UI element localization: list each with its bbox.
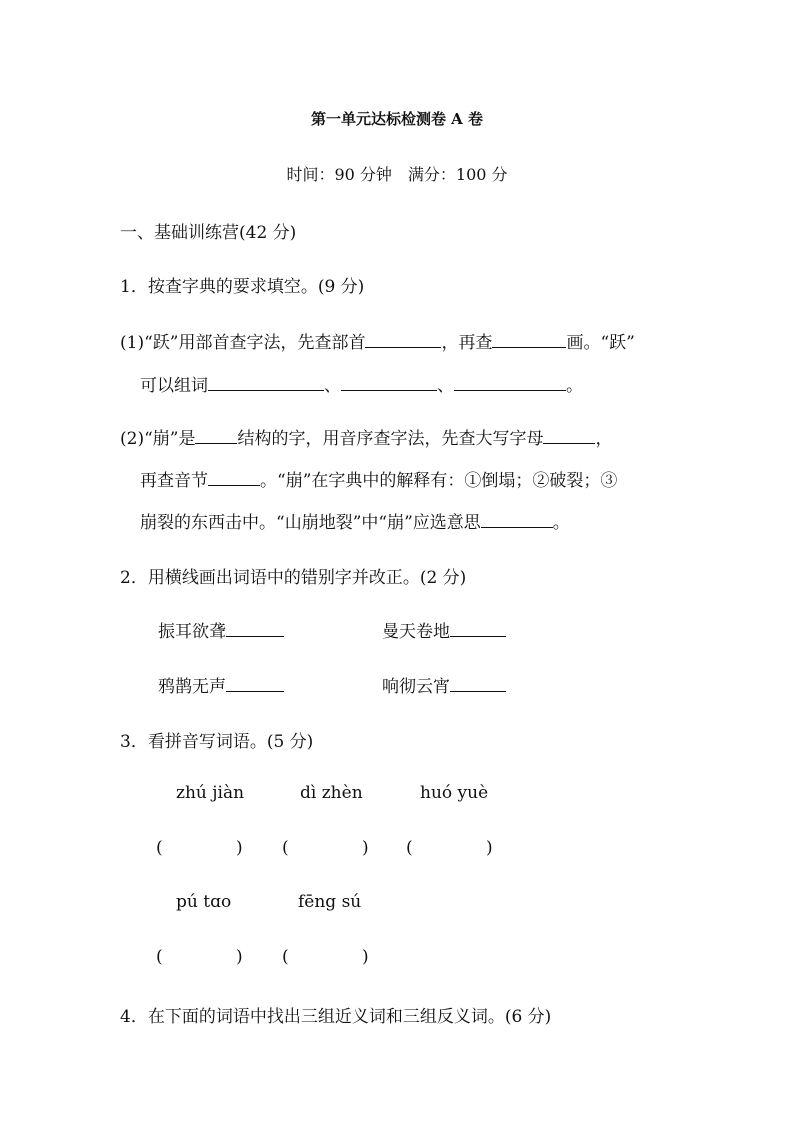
page-title: 第一单元达标检测卷 A 卷 [310,110,484,128]
q1p2-text-d: 再查音节 [140,471,208,491]
bracket-close: ) [236,838,243,858]
answer-blank[interactable] [450,677,506,692]
pinyin-label: huó yuè [420,783,489,803]
pinyin-label: dì zhèn [300,783,363,803]
question-1-part-2-line-1 [120,424,612,449]
q1p1-text-b: ，再查 [441,333,493,353]
answer-blank[interactable] [365,333,441,348]
q1p2-text-e: 。“崩”在字典中的解释有：①倒塌；②破裂；③ [260,471,618,491]
answer-blank[interactable] [450,622,506,637]
idiom-item [158,617,284,642]
answer-blank[interactable] [208,471,260,486]
bracket-open: ( [282,838,289,858]
question-1-part-1-line-1 [120,328,635,353]
answer-blank[interactable] [341,376,437,391]
section-heading: 一、基础训练营(42 分) [120,223,297,243]
bracket-close: ) [362,838,369,858]
answer-blank[interactable] [543,429,595,444]
question-3-stem: 3．看拼音写词语。(5 分) [120,732,314,752]
question-4-stem: 4．在下面的词语中找出三组近义词和三组反义词。(6 分) [120,1007,552,1027]
pinyin-label: fēng sú [298,892,362,912]
q1p2-text-a: (2)“崩”是 [120,429,196,449]
bracket-close: ) [486,838,493,858]
idiom-text: 鸦鹊无声 [158,677,226,697]
q1p2-text-f: 崩裂的东西击中。“山崩地裂”中“崩”应选意思 [140,513,481,533]
question-1-stem: 1．按查字典的要求填空。(9 分) [120,277,365,297]
idiom-text: 曼天卷地 [382,622,450,642]
answer-blank[interactable] [208,376,324,391]
answer-blank[interactable] [195,429,237,444]
answer-blank[interactable] [481,513,553,528]
bracket-close: ) [236,947,243,967]
answer-blank[interactable] [492,333,566,348]
idiom-text: 振耳欲聋 [158,622,226,642]
answer-blank[interactable] [226,677,284,692]
bracket-open: ( [156,947,163,967]
pinyin-label: pú tɑo [176,892,232,912]
answer-blank[interactable] [226,622,284,637]
bracket-open: ( [156,838,163,858]
q1p1-text-c: 画。“跃” [566,333,635,353]
q1p1-text-g: 。 [566,376,583,396]
idiom-item [382,672,506,697]
q1p2-text-c: ， [595,429,613,449]
q1p1-text-e: 、 [324,376,341,396]
answer-blank[interactable] [454,376,566,391]
bracket-close: ) [362,947,369,967]
question-1-part-2-line-3 [140,508,570,533]
bracket-open: ( [282,947,289,967]
q1p1-text-a: (1)“跃”用部首查字法，先查部首 [120,333,366,353]
q1p1-text-d: 可以组词 [140,376,208,396]
pinyin-label: zhú jiàn [176,783,245,803]
idiom-item [158,672,284,697]
idiom-item [382,617,506,642]
bracket-open: ( [406,838,413,858]
question-1-part-1-line-2 [140,371,583,396]
q1p2-text-g: 。 [552,513,570,533]
q1p2-text-b: 结构的字，用音序查字法，先查大写字母 [237,429,544,449]
q1p1-text-f: 、 [437,376,454,396]
question-1-part-2-line-2 [140,466,617,491]
idiom-text: 响彻云宵 [382,677,450,697]
exam-meta: 时间：90 分钟 满分：100 分 [286,165,508,184]
question-2-stem: 2．用横线画出词语中的错别字并改正。(2 分) [120,568,467,588]
